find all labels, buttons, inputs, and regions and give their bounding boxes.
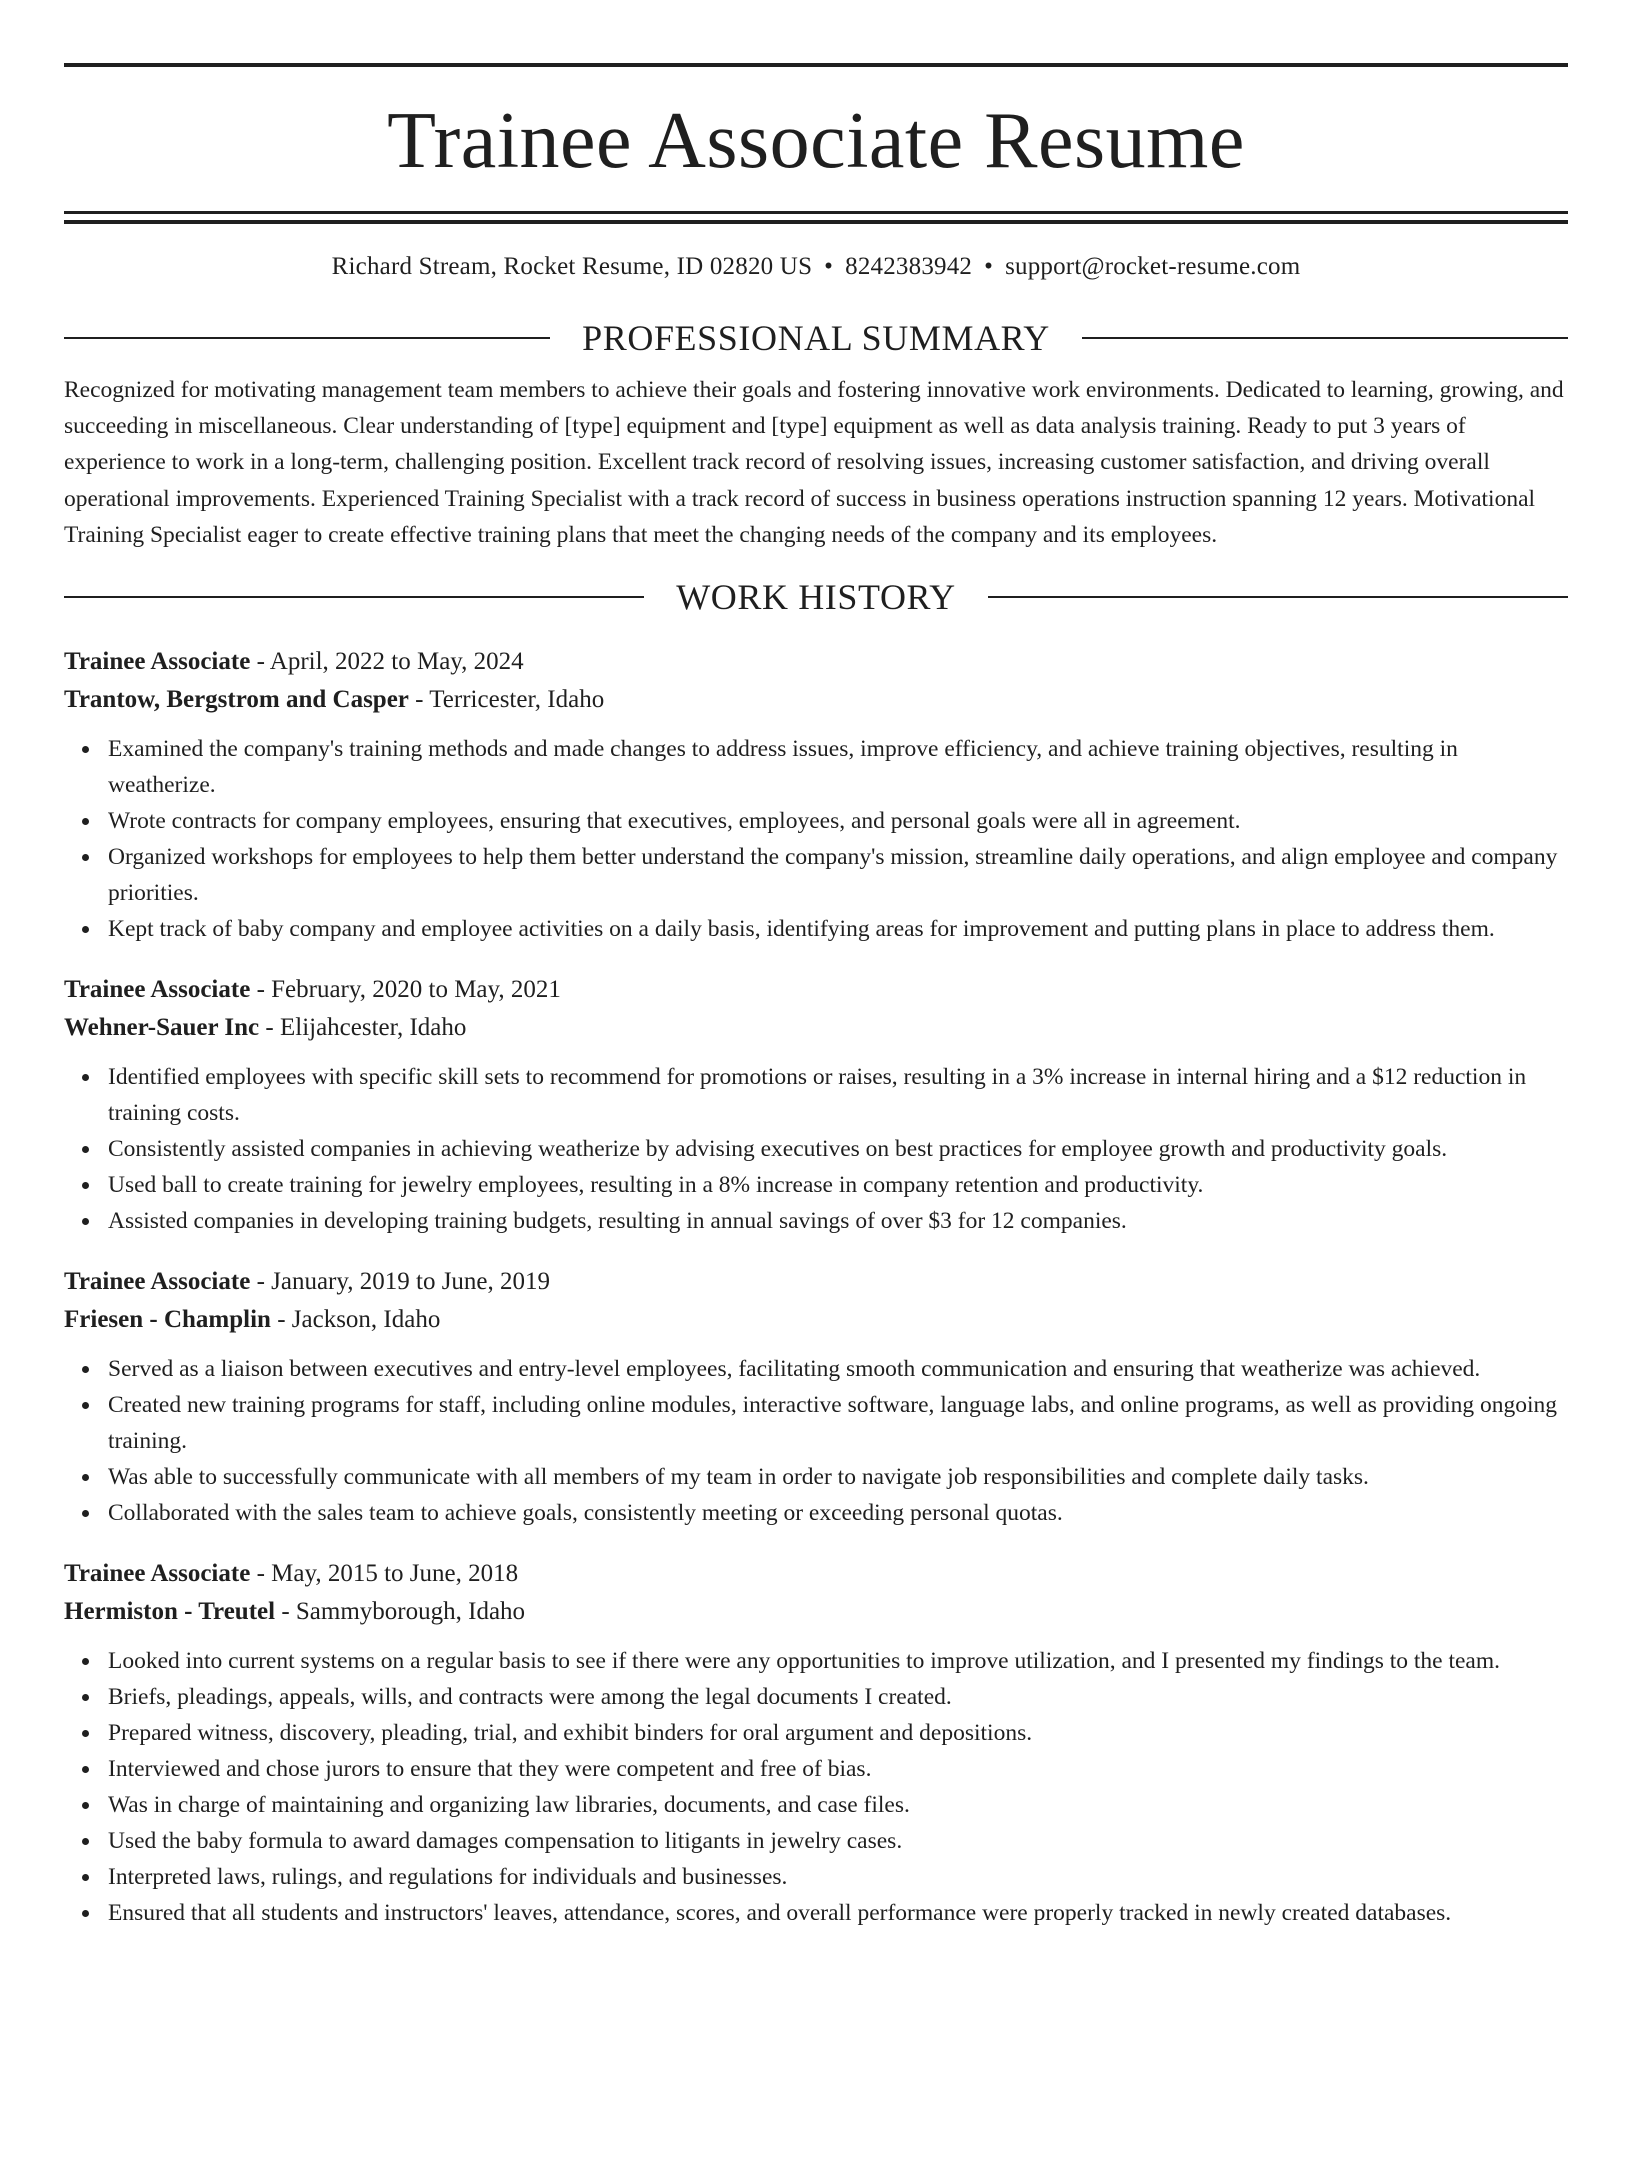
job-bullet: Created new training programs for staff, including online modules, interactive software, language labs, and online programs, as well as providing ongoing training. xyxy=(108,1387,1568,1459)
job-company: Friesen - Champlin xyxy=(64,1306,271,1334)
job-dates: - May, 2015 to June, 2018 xyxy=(250,1560,519,1588)
job-bullet: Consistently assisted companies in achieving weatherize by advising executives on best practices for employee growth and productivity goals. xyxy=(108,1131,1568,1167)
resume-page xyxy=(0,63,1632,2175)
contact-separator: • xyxy=(824,253,834,280)
job-company: Wehner-Sauer Inc xyxy=(64,1014,260,1042)
job-bullet-list xyxy=(64,1059,1568,1239)
section-divider xyxy=(64,596,644,598)
job-entry xyxy=(64,971,1568,1239)
job-company: Trantow, Bergstrom and Casper xyxy=(64,686,409,714)
contact-separator: • xyxy=(984,253,994,280)
section-divider xyxy=(64,337,550,339)
job-bullet: Briefs, pleadings, appeals, wills, and contracts were among the legal documents I created. xyxy=(108,1679,1568,1715)
job-bullet: Ensured that all students and instructors' leaves, attendance, scores, and overall performance were properly tracked in newly created databases. xyxy=(108,1895,1568,1931)
job-bullet-list xyxy=(64,731,1568,947)
job-bullet: Organized workshops for employees to help them better understand the company's mission, streamline daily operations, and align employee and company priorities. xyxy=(108,839,1568,911)
job-bullet: Interviewed and chose jurors to ensure that they were competent and free of bias. xyxy=(108,1751,1568,1787)
work-history-section-header xyxy=(64,575,1568,619)
job-company: Hermiston - Treutel xyxy=(64,1598,276,1626)
job-bullet: Wrote contracts for company employees, ensuring that executives, employees, and personal goals were all in agreement. xyxy=(108,803,1568,839)
summary-text: Recognized for motivating management team members to achieve their goals and fostering innovative work environments. Dedicated to learning, growing, and succeeding in miscellaneous. Clear understanding of [type] equipment and [type] equipment as well as data analysis training. Ready to put 3 years of experience to work in a long-term, challenging position. Excellent track record of resolving issues, increasing customer satisfaction, and driving overall operational improvements. Experienced Training Specialist with a track record of success in business operations instruction spanning 12 years. Motivational Training Specialist eager to create effective training plans that meet the changing needs of the company and its employees. xyxy=(64,377,1564,548)
job-title: Trainee Associate xyxy=(64,976,251,1004)
job-title: Trainee Associate xyxy=(64,1268,251,1296)
job-bullet: Assisted companies in developing training budgets, resulting in annual savings of over $3 for 12 companies. xyxy=(108,1203,1568,1239)
job-entry xyxy=(64,643,1568,947)
job-location: - Sammyborough, Idaho xyxy=(275,1598,526,1626)
job-bullet: Kept track of baby company and employee activities on a daily basis, identifying areas for improvement and putting plans in place to address them. xyxy=(108,911,1568,947)
job-company-line xyxy=(64,1009,1568,1047)
job-bullet: Prepared witness, discovery, pleading, trial, and exhibit binders for oral argument and depositions. xyxy=(108,1715,1568,1751)
job-bullet: Interpreted laws, rulings, and regulations for individuals and businesses. xyxy=(108,1859,1568,1895)
job-title: Trainee Associate xyxy=(64,1560,251,1588)
job-bullet: Collaborated with the sales team to achieve goals, consistently meeting or exceeding personal quotas. xyxy=(108,1495,1568,1531)
summary-heading: PROFESSIONAL SUMMARY xyxy=(582,318,1050,358)
job-location: - Jackson, Idaho xyxy=(270,1306,441,1334)
job-bullet: Looked into current systems on a regular basis to see if there were any opportunities to improve utilization, and I presented my findings to the team. xyxy=(108,1643,1568,1679)
job-dates: - February, 2020 to May, 2021 xyxy=(250,976,561,1004)
top-rule xyxy=(64,63,1568,67)
job-bullet: Identified employees with specific skill sets to recommend for promotions or raises, resulting in a 3% increase in internal hiring and a $12 reduction in training costs. xyxy=(108,1059,1568,1131)
section-divider xyxy=(988,596,1568,598)
job-location: - Terricester, Idaho xyxy=(408,686,605,714)
job-title-line xyxy=(64,643,1568,681)
contact-email: support@rocket-resume.com xyxy=(1005,253,1301,280)
job-bullet: Was able to successfully communicate with all members of my team in order to navigate job responsibilities and complete daily tasks. xyxy=(108,1459,1568,1495)
job-dates: - January, 2019 to June, 2019 xyxy=(250,1268,551,1296)
job-bullet: Used the baby formula to award damages compensation to litigants in jewelry cases. xyxy=(108,1823,1568,1859)
job-bullet-list xyxy=(64,1643,1568,1931)
contact-address: Richard Stream, Rocket Resume, ID 02820 US xyxy=(331,253,813,280)
page-title: Trainee Associate Resume xyxy=(387,97,1245,185)
job-company-line xyxy=(64,1593,1568,1631)
job-company-line xyxy=(64,1301,1568,1339)
work-history-heading: WORK HISTORY xyxy=(676,577,956,618)
job-location: - Elijahcester, Idaho xyxy=(259,1014,467,1042)
contact-line xyxy=(64,250,1568,284)
job-bullet: Examined the company's training methods and made changes to address issues, improve efficiency, and achieve training objectives, resulting in weatherize. xyxy=(108,731,1568,803)
title-double-rule xyxy=(64,211,1568,224)
job-list xyxy=(64,643,1568,1931)
job-bullet: Was in charge of maintaining and organizing law libraries, documents, and case files. xyxy=(108,1787,1568,1823)
job-title-line xyxy=(64,1555,1568,1593)
job-entry xyxy=(64,1263,1568,1531)
summary-section-header xyxy=(64,316,1568,360)
job-company-line xyxy=(64,681,1568,719)
job-entry xyxy=(64,1555,1568,1931)
section-divider xyxy=(1082,337,1568,339)
job-bullet-list xyxy=(64,1351,1568,1531)
job-title-line xyxy=(64,971,1568,1009)
job-bullet: Served as a liaison between executives and entry-level employees, facilitating smooth communication and ensuring that weatherize was achieved. xyxy=(108,1351,1568,1387)
job-title-line xyxy=(64,1263,1568,1301)
job-dates: - April, 2022 to May, 2024 xyxy=(250,648,524,676)
job-title: Trainee Associate xyxy=(64,648,251,676)
job-bullet: Used ball to create training for jewelry employees, resulting in a 8% increase in company retention and productivity. xyxy=(108,1167,1568,1203)
contact-phone: 8242383942 xyxy=(845,253,973,280)
